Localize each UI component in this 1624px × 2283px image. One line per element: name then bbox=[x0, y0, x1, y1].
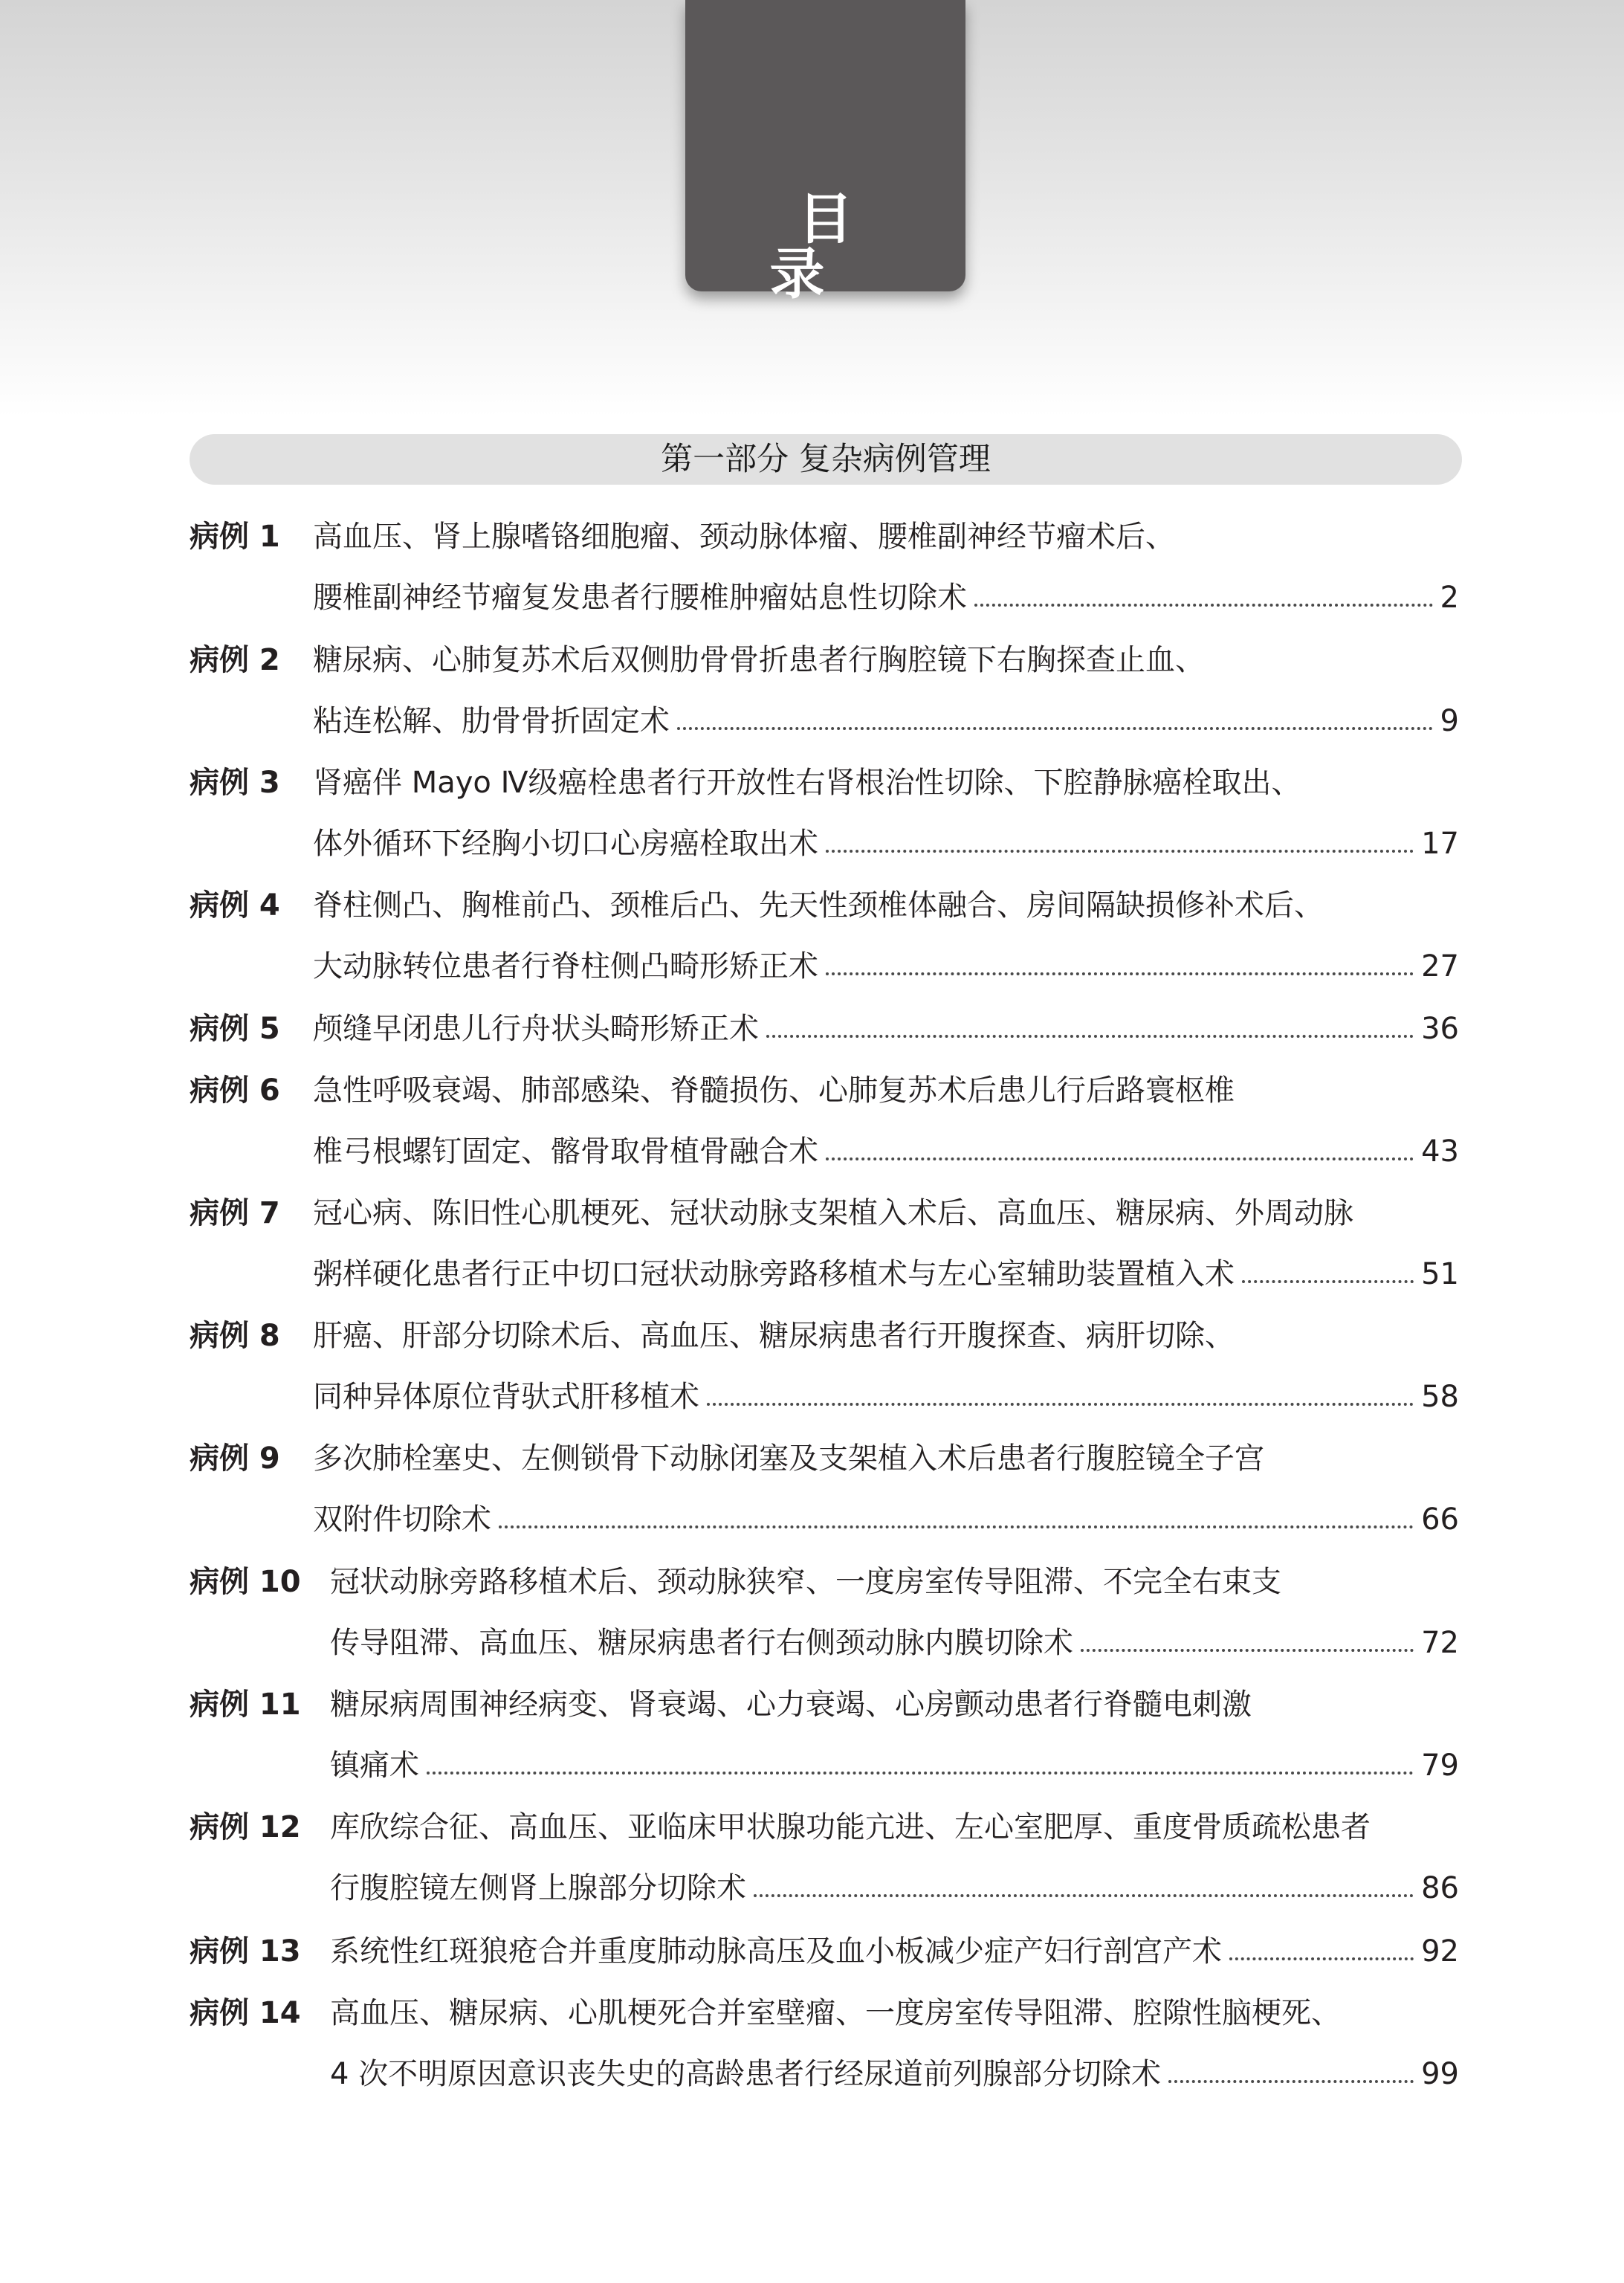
case-label: 病例 11 bbox=[190, 1688, 301, 1722]
title-tab bbox=[685, 0, 965, 306]
page-number: 9 bbox=[1440, 704, 1459, 738]
dot-leader bbox=[1081, 1649, 1414, 1652]
entry-title-line bbox=[313, 1256, 1459, 1293]
entry-title-line bbox=[313, 1133, 1459, 1170]
entry-title-line1: 高血压、糖尿病、心肌梗死合并室壁瘤、一度房室传导阻滞、腔隙性脑梗死、 bbox=[330, 1996, 1341, 2030]
section-title: 第一部分 复杂病例管理 bbox=[661, 441, 991, 478]
entry-title-line1: 脊柱侧凸、胸椎前凸、颈椎后凸、先天性颈椎体融合、房间隔缺损修补术后、 bbox=[313, 888, 1324, 923]
dot-leader bbox=[826, 850, 1414, 853]
dot-leader bbox=[754, 1894, 1414, 1897]
page-number: 92 bbox=[1421, 1934, 1459, 1969]
entry-title-text: 镇痛术 bbox=[330, 1748, 419, 1783]
entry-title-line1: 糖尿病周围神经病变、肾衰竭、心力衰竭、心房颤动患者行脊髓电刺激 bbox=[330, 1688, 1252, 1722]
entry-title-text: 双附件切除术 bbox=[313, 1502, 491, 1537]
entry-title-text: 大动脉转位患者行脊柱侧凸畸形矫正术 bbox=[313, 949, 818, 984]
entry-title-line1: 高血压、肾上腺嗜铬细胞瘤、颈动脉体瘤、腰椎副神经节瘤术后、 bbox=[313, 520, 1175, 554]
entry-title-text: 颅缝早闭患儿行舟状头畸形矫正术 bbox=[313, 1012, 759, 1046]
entry-title-line1: 肝癌、肝部分切除术后、高血压、糖尿病患者行开腹探查、病肝切除、 bbox=[313, 1319, 1235, 1353]
dot-leader bbox=[677, 727, 1433, 730]
entry-title-line bbox=[313, 579, 1459, 616]
entry-title-line1: 冠心病、陈旧性心肌梗死、冠状动脉支架植入术后、高血压、糖尿病、外周动脉 bbox=[313, 1196, 1353, 1230]
section-header bbox=[190, 434, 1462, 485]
page-number: 51 bbox=[1421, 1257, 1459, 1291]
dot-leader bbox=[427, 1772, 1414, 1775]
entry-title-text: 同种异体原位背驮式肝移植术 bbox=[313, 1380, 699, 1414]
case-label: 病例 1 bbox=[190, 520, 280, 554]
entry-title-line bbox=[330, 2056, 1459, 2093]
dot-leader bbox=[499, 1525, 1414, 1528]
dot-leader bbox=[826, 972, 1414, 975]
page-number: 27 bbox=[1421, 949, 1459, 984]
page-number: 36 bbox=[1421, 1012, 1459, 1046]
page-number: 86 bbox=[1421, 1871, 1459, 1905]
page-number: 58 bbox=[1421, 1380, 1459, 1414]
case-label: 病例 3 bbox=[190, 766, 280, 800]
entry-title-text: 腰椎副神经节瘤复发患者行腰椎肿瘤姑息性切除术 bbox=[313, 581, 967, 615]
case-label: 病例 9 bbox=[190, 1441, 280, 1476]
case-label: 病例 14 bbox=[190, 1996, 301, 2030]
entry-title-text: 粥样硬化患者行正中切口冠状动脉旁路移植术与左心室辅助装置植入术 bbox=[313, 1257, 1235, 1291]
page-number: 2 bbox=[1440, 581, 1459, 615]
entry-title-line bbox=[313, 825, 1459, 862]
entry-title-line1: 库欣综合征、高血压、亚临床甲状腺功能亢进、左心室肥厚、重度骨质疏松患者 bbox=[330, 1810, 1371, 1844]
entry-title-line bbox=[313, 703, 1459, 740]
page-number: 99 bbox=[1421, 2057, 1459, 2091]
case-label: 病例 8 bbox=[190, 1319, 280, 1353]
entry-title-line bbox=[330, 1933, 1459, 1970]
entry-title-line bbox=[330, 1624, 1459, 1662]
case-label: 病例 12 bbox=[190, 1810, 301, 1844]
page-number: 72 bbox=[1421, 1626, 1459, 1660]
entry-title-line1: 急性呼吸衰竭、肺部感染、脊髓损伤、心肺复苏术后患儿行后路寰枢椎 bbox=[313, 1073, 1235, 1108]
case-label: 病例 10 bbox=[190, 1565, 301, 1599]
page-number: 17 bbox=[1421, 827, 1459, 861]
entry-title-line bbox=[330, 1870, 1459, 1907]
entry-title-text: 椎弓根螺钉固定、髂骨取骨植骨融合术 bbox=[313, 1134, 818, 1169]
entry-title-line bbox=[313, 1010, 1459, 1047]
case-label: 病例 4 bbox=[190, 888, 280, 923]
page-number: 79 bbox=[1421, 1748, 1459, 1783]
entry-title-line bbox=[330, 1747, 1459, 1784]
entry-title-text: 粘连松解、肋骨骨折固定术 bbox=[313, 704, 670, 738]
dot-leader bbox=[826, 1157, 1414, 1160]
entry-title-text: 行腹腔镜左侧肾上腺部分切除术 bbox=[330, 1871, 746, 1905]
case-label: 病例 6 bbox=[190, 1073, 280, 1108]
dot-leader bbox=[707, 1403, 1414, 1406]
entry-title-text: 传导阻滞、高血压、糖尿病患者行右侧颈动脉内膜切除术 bbox=[330, 1626, 1073, 1660]
entry-title-line1: 糖尿病、心肺复苏术后双侧肋骨骨折患者行胸腔镜下右胸探查止血、 bbox=[313, 643, 1205, 677]
dot-leader bbox=[974, 604, 1433, 607]
entry-title-text: 系统性红斑狼疮合并重度肺动脉高压及血小板减少症产妇行剖宫产术 bbox=[330, 1934, 1222, 1969]
dot-leader bbox=[1168, 2080, 1414, 2083]
page-number: 43 bbox=[1421, 1134, 1459, 1169]
case-label: 病例 5 bbox=[190, 1012, 280, 1046]
dot-leader bbox=[1242, 1280, 1414, 1283]
entry-title-line bbox=[313, 1378, 1459, 1415]
entry-title-line bbox=[313, 948, 1459, 985]
entry-title-line1: 多次肺栓塞史、左侧锁骨下动脉闭塞及支架植入术后患者行腹腔镜全子宫 bbox=[313, 1441, 1264, 1476]
entry-title-text: 4 次不明原因意识丧失史的高龄患者行经尿道前列腺部分切除术 bbox=[330, 2057, 1162, 2091]
dot-leader bbox=[766, 1035, 1414, 1038]
page-number: 66 bbox=[1421, 1502, 1459, 1537]
page-title: 目 录 bbox=[769, 187, 910, 306]
case-label: 病例 2 bbox=[190, 643, 280, 677]
case-label: 病例 13 bbox=[190, 1934, 301, 1969]
entry-title-line1: 肾癌伴 Mayo Ⅳ级癌栓患者行开放性右肾根治性切除、下腔静脉癌栓取出、 bbox=[313, 766, 1301, 800]
entry-title-line1: 冠状动脉旁路移植术后、颈动脉狭窄、一度房室传导阻滞、不完全右束支 bbox=[330, 1565, 1281, 1599]
entry-title-line bbox=[313, 1501, 1459, 1538]
case-label: 病例 7 bbox=[190, 1196, 280, 1230]
entry-title-text: 体外循环下经胸小切口心房癌栓取出术 bbox=[313, 827, 818, 861]
dot-leader bbox=[1229, 1957, 1414, 1960]
